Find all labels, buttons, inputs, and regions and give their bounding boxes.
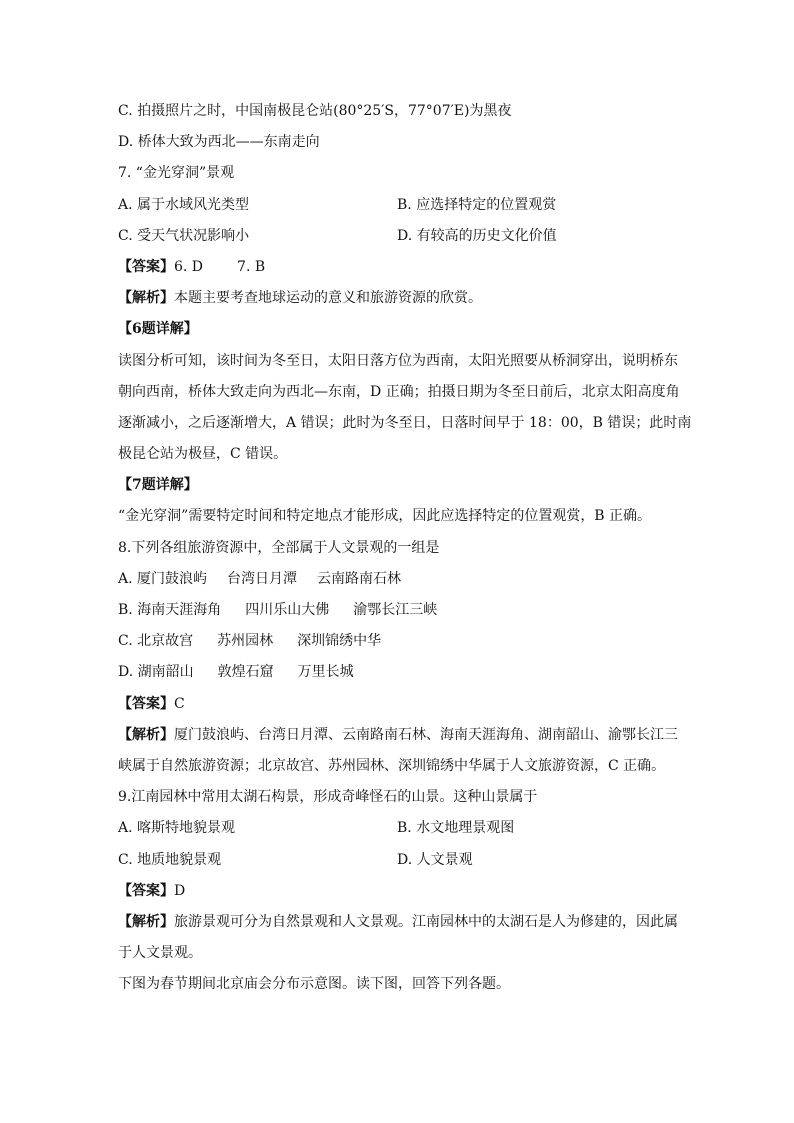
q8-c-item-3: 深圳锦绣中华 — [297, 633, 382, 650]
q8-a-item-1: A. 厦门鼓浪屿 — [118, 570, 208, 587]
analysis-label: 【解析】 — [118, 726, 174, 743]
answer-value: D — [174, 882, 186, 899]
q8-option-d — [118, 657, 676, 688]
answer-value: C — [174, 695, 185, 712]
q9-option-d: D. 人文景观 — [397, 851, 473, 868]
q8-a-item-3: 云南路南石林 — [317, 570, 402, 587]
q8-option-b — [118, 595, 676, 626]
q8-analysis-line-2: 峡属于自然旅游资源；北京故宫、苏州园林、深圳锦绣中华属于人文旅游资源，C 正确。 — [118, 757, 666, 774]
q7-options-row-1 — [118, 190, 676, 221]
q9-options-row-2 — [118, 845, 676, 876]
q9-answer — [118, 876, 676, 907]
q8-d-item-3: 万里长城 — [297, 664, 354, 681]
q9-option-c: C. 地质地貌景观 — [118, 851, 222, 868]
analysis-6-7 — [118, 283, 676, 314]
analysis-text: 厦门鼓浪屿、台湾日月潭、云南路南石林、海南天涯海角、湖南韶山、渝鄂长江三 — [174, 726, 678, 743]
next-questions-intro: 下图为春节期间北京庙会分布示意图。读下图，回答下列各题。 — [118, 976, 510, 993]
answer-7: 7. B — [237, 258, 266, 275]
q7-option-d: D. 有较高的历史文化价值 — [397, 227, 557, 244]
q6-option-d: D. 桥体大致为西北——东南走向 — [118, 134, 320, 151]
q7-detail-line-1: “金光穿洞”需要特定时间和特定地点才能形成，因此应选择特定的位置观赏，B 正确。 — [118, 508, 652, 525]
q7-option-a: A. 属于水域风光类型 — [118, 196, 250, 213]
q8-option-c — [118, 626, 676, 657]
q8-stem: 8.下列各组旅游资源中，全部属于人文景观的一组是 — [118, 539, 440, 556]
q7-detail-heading: 【7题详解】 — [118, 477, 198, 494]
analysis-label: 【解析】 — [118, 913, 174, 930]
q7-options-row-2 — [118, 221, 676, 252]
q8-answer — [118, 689, 676, 720]
q8-c-item-1: C. 北京故宫 — [118, 633, 194, 650]
answer-label: 【答案】 — [118, 258, 174, 275]
q9-option-b: B. 水文地理景观图 — [397, 820, 515, 837]
q9-options-row-1 — [118, 813, 676, 844]
answer-label: 【答案】 — [118, 882, 174, 899]
analysis-text: 本题主要考查地球运动的意义和旅游资源的欣赏。 — [174, 290, 482, 307]
q8-d-item-1: D. 湖南韶山 — [118, 664, 194, 681]
q8-b-item-2: 四川乐山大佛 — [245, 602, 330, 618]
q9-option-a: A. 喀斯特地貌景观 — [118, 820, 236, 837]
q7-option-b: B. 应选择特定的位置观赏 — [397, 196, 557, 213]
q8-analysis-line-1 — [118, 720, 676, 751]
q8-c-item-2: 苏州园林 — [217, 633, 274, 650]
q6-option-c: C. 拍摄照片之时，中国南极昆仑站(80°25′S，77°07′E)为黑夜 — [118, 103, 512, 119]
q9-analysis-line-2: 于人文景观。 — [118, 945, 202, 962]
q7-stem: 7. “金光穿洞”景观 — [118, 165, 235, 182]
q8-a-item-2: 台湾日月潭 — [227, 570, 298, 587]
q6-detail-line-2: 朝向西南，桥体大致走向为西北—东南，D 正确；拍摄日期为冬至日前后，北京太阳高度角 — [118, 383, 680, 400]
q6-detail-heading: 【6题详解】 — [118, 321, 198, 338]
q6-detail-line-3: 逐渐减小，之后逐渐增大，A 错误；此时为冬至日，日落时间早于 18：00，B 错误；此时南 — [118, 414, 692, 431]
q8-d-item-2: 敦煌石窟 — [217, 664, 274, 681]
answer-6: 6. D — [174, 258, 204, 275]
q6-detail-line-1: 读图分析可知，该时间为冬至日，太阳日落方位为西南，太阳光照要从桥洞穿出，说明桥东 — [118, 352, 678, 369]
analysis-text: 旅游景观可分为自然景观和人文景观。江南园林中的太湖石是人为修建的，因此属 — [174, 913, 678, 930]
q8-option-a — [118, 564, 676, 595]
q7-option-c: C. 受天气状况影响小 — [118, 227, 250, 244]
q9-analysis-line-1 — [118, 907, 676, 938]
q8-b-item-1: B. 海南天涯海角 — [118, 602, 222, 618]
analysis-label: 【解析】 — [118, 290, 174, 307]
answer-6-7 — [118, 252, 676, 283]
q6-detail-line-4: 极昆仑站为极昼，C 错误。 — [118, 446, 288, 463]
q8-b-item-3: 渝鄂长江三峡 — [353, 602, 438, 618]
q9-stem: 9.江南园林中常用太湖石构景，形成奇峰怪石的山景。这种山景属于 — [118, 789, 538, 806]
answer-label: 【答案】 — [118, 695, 174, 712]
